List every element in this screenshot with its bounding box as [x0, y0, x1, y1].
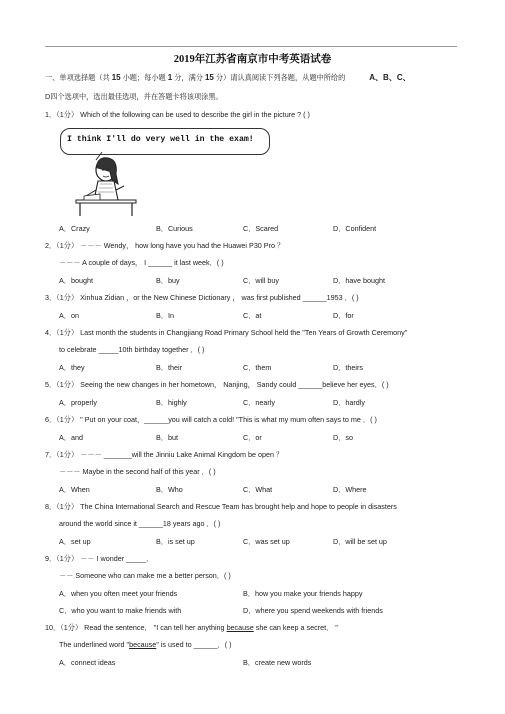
- question-5-option-c: C．nearly: [243, 398, 275, 407]
- question-1-option-b: B．Curious: [156, 224, 193, 233]
- question-2-stem: 2．（1分） －－－ Wendy， how long have you had the Huawei P30 Pro ？: [45, 241, 285, 250]
- question-1-option-c: C．Scared: [243, 224, 279, 233]
- question-2-option-a: A．bought: [59, 276, 93, 285]
- question-6-option-b: B．but: [156, 433, 178, 442]
- question-10-stem-line-2: The underlined word "because" is used to ______．( ): [59, 640, 232, 649]
- header-rule: [45, 46, 457, 47]
- question-9-stem: 9．（1分） －－ I wonder _____．: [45, 554, 154, 563]
- question-3-stem: 3．（1分） Xinhua Zidian ，or the New Chinese Dictionary ， was first published ______1953 ．( ): [45, 293, 359, 302]
- question-8-option-d: D．will be set up: [333, 537, 387, 546]
- question-9-option-b: B．how you make your friends happy: [243, 589, 363, 598]
- question-9-option-a: A．when you often meet your friends: [59, 589, 178, 598]
- question-2-stem-line-2: －－－ A couple of days， I ______ it last week．( ): [59, 258, 224, 267]
- question-6-option-a: A．and: [59, 433, 83, 442]
- question-5-option-b: B．highly: [156, 398, 187, 407]
- question-7-option-d: D．Where: [333, 485, 367, 494]
- question-8-stem: 8．（1分） The China International Search and Rescue Team has brought help and hope to people in disasters: [45, 502, 397, 511]
- question-10-stem: 10．（1分） Read the sentence． "I can tell her anything because she can keep a secret． ": [45, 623, 338, 632]
- question-4-stem: 4．（1分） Last month the students in Changjiang Road Primary School held the "Ten Years of Growth Ceremony": [45, 328, 408, 337]
- question-8-option-b: B．is set up: [156, 537, 195, 546]
- question-7-stem-line-2: －－－ Maybe in the second half of this year ．( ): [59, 467, 216, 476]
- question-1-option-a: A．Crazy: [59, 224, 90, 233]
- question-8-option-a: A．set up: [59, 537, 91, 546]
- question-6-option-c: C．or: [243, 433, 262, 442]
- question-10-option-a: A．connect ideas: [59, 658, 116, 667]
- question-4-option-a: A．they: [59, 363, 85, 372]
- question-3-option-a: A．on: [59, 311, 79, 320]
- question-5-stem: 5．（1分） Seeing the new changes in her hometown， Nanjing， Sandy could ______believe her eyes．( ): [45, 380, 389, 389]
- question-1-stem: 1．（1分） Which of the following can be used to describe the girl in the picture ? ( ): [45, 110, 310, 119]
- question-7-option-c: C．What: [243, 485, 273, 494]
- question-7-option-b: B．Who: [156, 485, 183, 494]
- question-10-option-b: B．create new words: [243, 658, 312, 667]
- instructions-line-2: D四个选项中，选出最佳选项，并在答题卡将该项涂黑。: [45, 92, 223, 101]
- question-3-option-b: B．In: [156, 311, 174, 320]
- question-5-option-a: A．properly: [59, 398, 97, 407]
- speech-bubble-text: I think I'll do very well in the exam!: [67, 135, 254, 144]
- question-8-stem-line-2: around the world since it ______18 years ago ．( ): [59, 519, 221, 528]
- question-9-option-c: C．who you want to make friends with: [59, 606, 182, 615]
- question-2-option-d: D．have bought: [333, 276, 385, 285]
- question-1-option-d: D．Confident: [333, 224, 377, 233]
- question-9-stem-line-2: －－ Someone who can make me a better person．( ): [59, 571, 231, 580]
- question-7-option-a: A．When: [59, 485, 90, 494]
- question-2-option-b: B．buy: [156, 276, 180, 285]
- question-5-option-d: D．hardly: [333, 398, 365, 407]
- exam-title: 2019年江苏省南京市中考英语试卷: [173, 54, 332, 65]
- question-8-option-c: C．was set up: [243, 537, 290, 546]
- question-3-option-c: C．at: [243, 311, 262, 320]
- instructions-line-1: 一、单项选择题（共 15 小题；每小题 1 分，满分 15 分）请认真阅读下列各题，从题中所给的 A、B、C、: [45, 73, 411, 82]
- question-3-option-d: D．for: [333, 311, 354, 320]
- girl-at-desk-illustration: [66, 150, 146, 216]
- question-6-option-d: D．so: [333, 433, 353, 442]
- question-2-option-c: C．will buy: [243, 276, 279, 285]
- question-6-stem: 6．（1分） " Put on your coat，______you will catch a cold! "This is what my mum often says to me ．( ): [45, 415, 377, 424]
- question-4-option-d: D．theirs: [333, 363, 363, 372]
- question-4-option-c: C．them: [243, 363, 272, 372]
- question-4-stem-line-2: to celebrate _____10th birthday together ．( ): [59, 345, 205, 354]
- question-4-option-b: B．their: [156, 363, 182, 372]
- question-7-stem: 7．（1分） －－－ _______will the Jinniu Lake Animal Kingdom be open ？: [45, 450, 284, 459]
- question-9-option-d: D．where you spend weekends with friends: [243, 606, 383, 615]
